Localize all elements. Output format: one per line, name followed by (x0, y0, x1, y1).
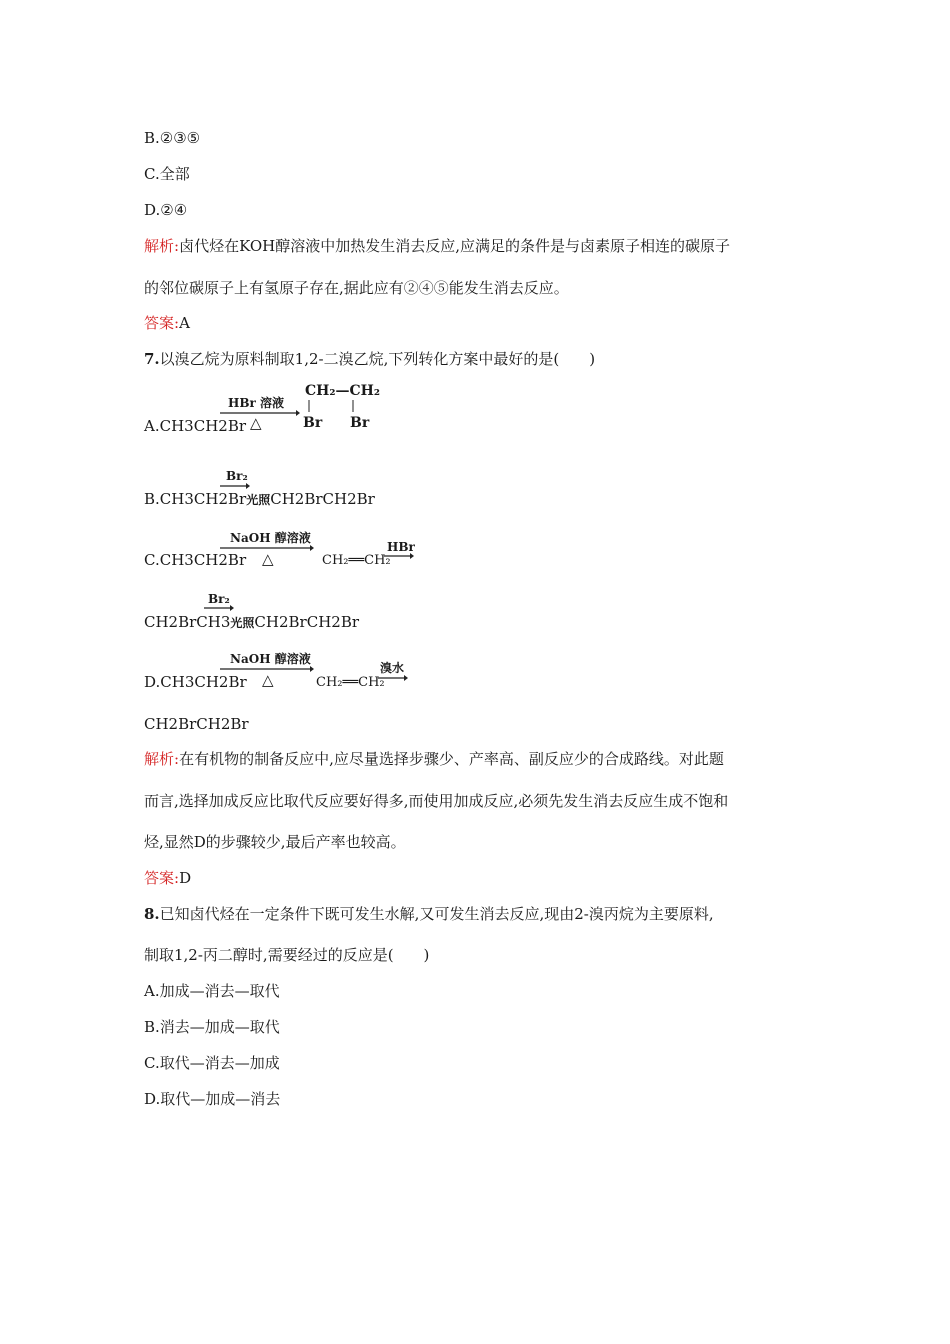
condition-label: 光照 (246, 493, 271, 507)
q7-analysis-line3: 烃,显然D的步骤较少,最后产率也较高。 (144, 833, 406, 851)
reagent-label: HBr (387, 540, 415, 554)
q7-analysis-line1: 解析:在有机物的制备反应中,应尽量选择步骤少、产率高、副反应少的合成路线。对此题 (144, 750, 724, 768)
q6-option-b: B.②③⑤ (144, 129, 201, 147)
reagent-label: Br₂ (208, 592, 230, 606)
answer-label: 答案: (144, 869, 180, 887)
condition-label: △ (262, 550, 274, 568)
q6-analysis-line2: 的邻位碳原子上有氢原子存在,据此应有②④⑤能发生消去反应。 (144, 279, 569, 297)
product-br2: Br (350, 415, 370, 431)
q7-option-d-line2: CH2BrCH2Br (144, 715, 249, 733)
q6-option-c: C.全部 (144, 165, 190, 183)
q7-option-c: C.CH3CH2Br (144, 551, 247, 569)
q8-option-a: A.加成—消去—取代 (144, 982, 280, 1000)
reagent-label: NaOH 醇溶液 (230, 531, 311, 545)
condition-label: △ (262, 671, 274, 689)
reagent-label: Br₂ (226, 469, 248, 483)
condition-label: △ (250, 414, 262, 432)
analysis-text: 卤代烃在KOH醇溶液中加热发生消去反应,应满足的条件是与卤素原子相连的碳原子 (179, 237, 731, 255)
q7-option-b: B.CH3CH2Br光照CH2BrCH2Br (144, 490, 375, 508)
product-top: CH₂—CH₂ (305, 383, 381, 399)
reaction-arrow (384, 553, 414, 561)
q7-option-d: D.CH3CH2Br (144, 673, 247, 691)
q8-option-c: C.取代—消去—加成 (144, 1054, 280, 1072)
q6-option-d: D.②④ (144, 201, 188, 219)
answer-value: A (179, 314, 190, 332)
reagent-label: HBr 溶液 (228, 396, 284, 410)
q7-answer (144, 868, 191, 888)
intermediate: CH₂══CH₂ (316, 675, 385, 690)
reagent-label: NaOH 醇溶液 (230, 652, 311, 666)
q6-analysis-line1 (144, 236, 730, 256)
analysis-label: 解析: (144, 237, 180, 255)
q7-stem (144, 349, 595, 369)
q8-stem-line2: 制取1,2-丙二醇时,需要经过的反应是( ) (144, 946, 430, 964)
q8-stem-line1: 8.已知卤代烃在一定条件下既可发生水解,又可发生消去反应,现由2-溴丙烷为主要原料, (144, 905, 714, 923)
q7-option-c-line2: CH2BrCH3光照CH2BrCH2Br (144, 613, 360, 631)
analysis-label: 解析: (144, 750, 180, 768)
bond-lines (307, 398, 357, 414)
reagent-label: 溴水 (380, 661, 405, 675)
question-number: 8. (144, 905, 160, 923)
q7-option-a: A.CH3CH2Br (144, 417, 247, 435)
q8-option-d: D.取代—加成—消去 (144, 1090, 281, 1108)
q6-answer (144, 313, 190, 333)
answer-value: D (179, 869, 192, 887)
reaction-arrow (378, 675, 408, 683)
q7-analysis-line2: 而言,选择加成反应比取代反应要好得多,而使用加成反应,必须先发生消去反应生成不饱和 (144, 792, 729, 810)
condition-label: 光照 (230, 616, 255, 630)
answer-label: 答案: (144, 314, 180, 332)
intermediate: CH₂══CH₂ (322, 553, 391, 568)
question-number: 7. (144, 350, 160, 368)
question-text: 以溴乙烷为原料制取1,2-二溴乙烷,下列转化方案中最好的是( ) (159, 350, 596, 368)
product-br1: Br (303, 415, 323, 431)
q8-option-b: B.消去—加成—取代 (144, 1018, 280, 1036)
